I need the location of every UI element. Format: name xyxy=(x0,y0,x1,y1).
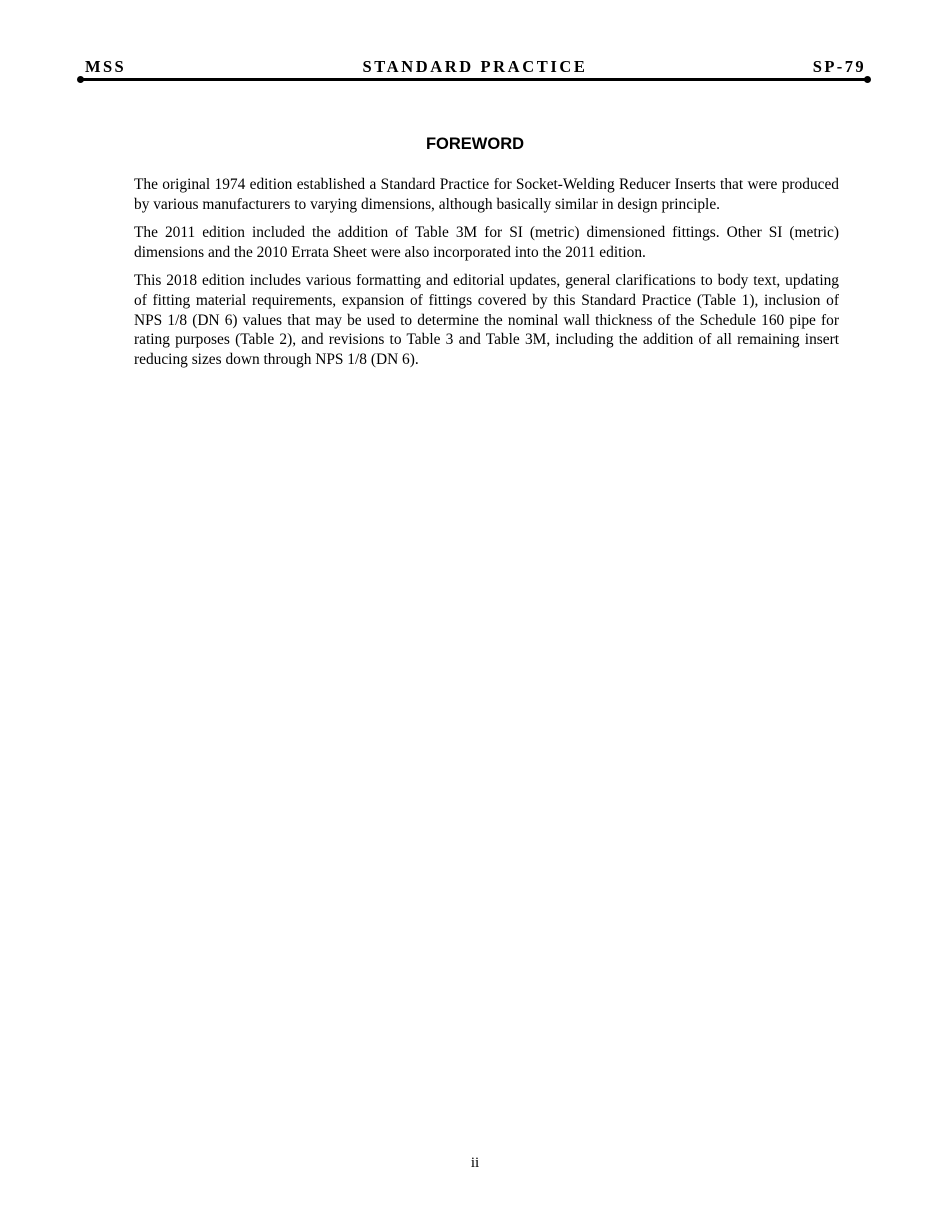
header-divider xyxy=(80,78,868,81)
header-document-number: SP-79 xyxy=(812,57,866,76)
divider-endpoint-right xyxy=(864,76,871,83)
foreword-paragraph: The 2011 edition included the addition of Table 3M for SI (metric) dimensioned fittings. Other SI (metric) dimensions and the 2010 Errata Sheet were also incorporated into the 2011 edition. xyxy=(134,224,839,261)
foreword-paragraph: This 2018 edition includes various formatting and editorial updates, general clarifications to body text, updating of fitting material requirements, expansion of fittings covered by this Standard Practice (Table 1), inclusion of NPS 1/8 (DN 6) values that may be used to determine the nominal wall thickness of the Schedule 160 pipe for rating purposes (Table 2), and revisions to Table 3 and Table 3M, including the addition of all remaining insert reducing sizes down through NPS 1/8 (DN 6). xyxy=(134,272,839,368)
header-document-type: STANDARD PRACTICE xyxy=(362,57,588,76)
page-title: FOREWORD xyxy=(425,135,525,153)
page-header xyxy=(80,57,870,77)
page-number: ii xyxy=(470,1155,480,1171)
foreword-paragraph: The original 1974 edition established a Standard Practice for Socket-Welding Reducer Inserts that were produced by various manufacturers to varying dimensions, although basically similar in design principle. xyxy=(134,176,839,213)
divider-endpoint-left xyxy=(77,76,84,83)
foreword-body xyxy=(134,175,839,378)
header-organization: MSS xyxy=(85,57,127,76)
